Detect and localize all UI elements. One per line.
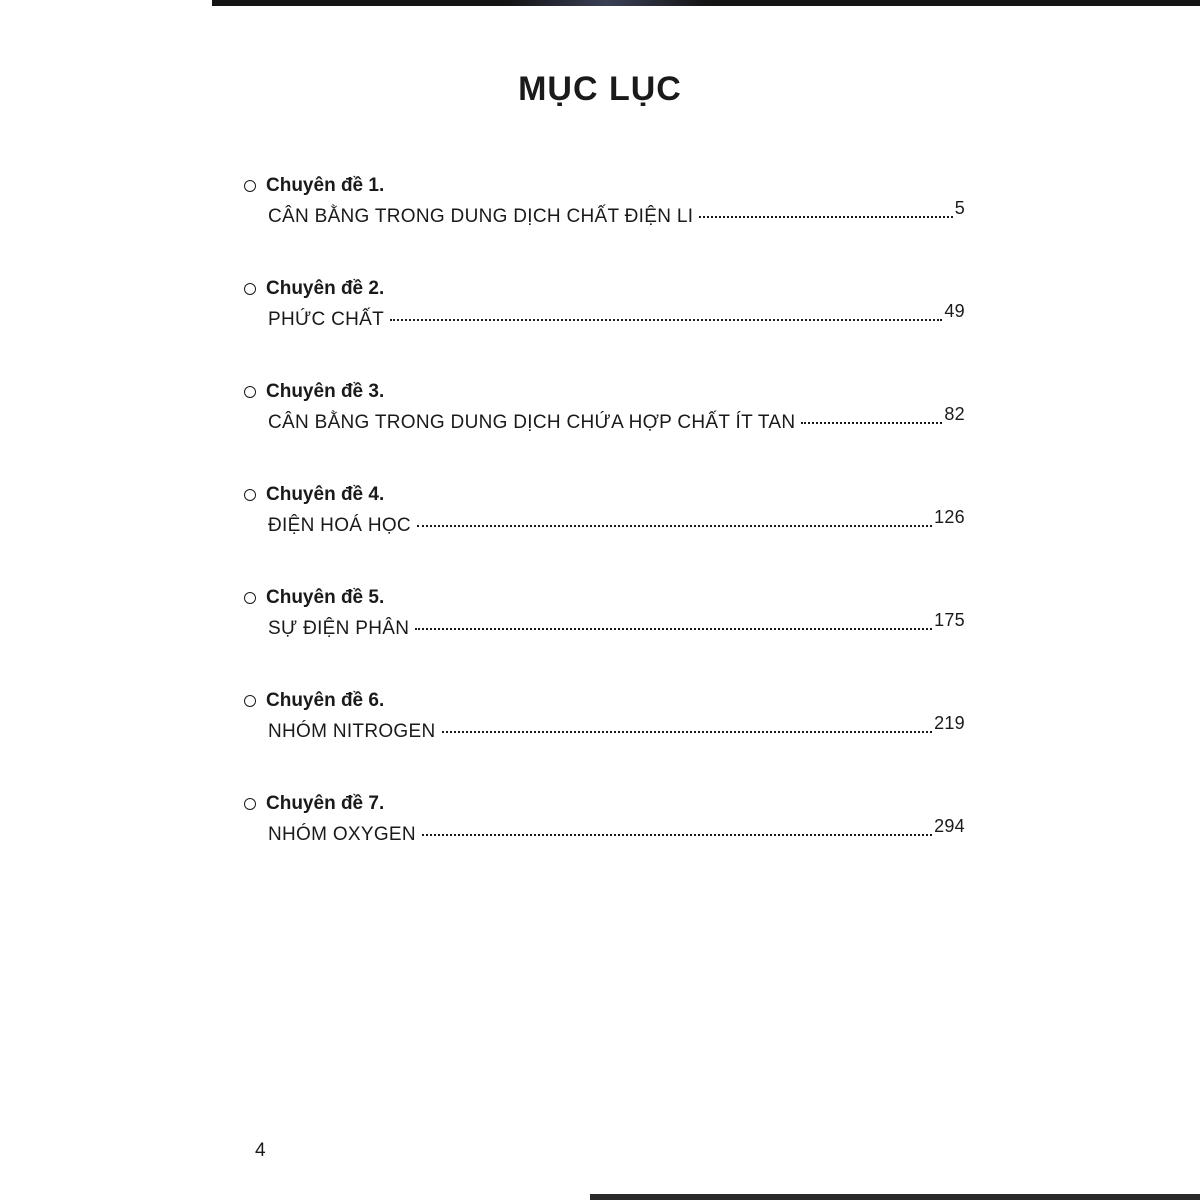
chapter-heading — [240, 582, 965, 614]
chapter-label: Chuyên đề 5. — [266, 587, 385, 608]
chapter-heading — [240, 170, 965, 202]
chapter-page: 49 — [944, 301, 965, 321]
toc-entry-1[interactable] — [240, 170, 965, 273]
toc-entry-7[interactable] — [240, 788, 965, 891]
top-edge-bar — [212, 0, 1200, 6]
circle-bullet-icon — [244, 386, 256, 398]
dot-leader — [422, 834, 932, 836]
circle-bullet-icon — [244, 592, 256, 604]
toc-entry-5[interactable] — [240, 582, 965, 685]
table-of-contents — [240, 170, 965, 891]
chapter-name: PHỨC CHẤT — [268, 309, 385, 330]
dot-leader — [390, 319, 942, 321]
chapter-page: 294 — [934, 816, 965, 836]
chapter-heading — [240, 685, 965, 717]
dot-leader — [801, 422, 942, 424]
chapter-heading — [240, 479, 965, 511]
toc-line — [240, 198, 965, 240]
chapter-label: Chuyên đề 6. — [266, 690, 385, 711]
dot-leader — [699, 216, 952, 218]
chapter-heading — [240, 788, 965, 820]
circle-bullet-icon — [244, 283, 256, 295]
toc-entry-3[interactable] — [240, 376, 965, 479]
toc-line — [240, 816, 965, 858]
chapter-heading — [240, 376, 965, 408]
toc-line — [240, 713, 965, 755]
circle-bullet-icon — [244, 489, 256, 501]
dot-leader — [417, 525, 932, 527]
toc-line — [240, 507, 965, 549]
toc-line — [240, 301, 965, 343]
circle-bullet-icon — [244, 798, 256, 810]
circle-bullet-icon — [244, 695, 256, 707]
chapter-page: 219 — [934, 713, 965, 733]
toc-entry-6[interactable] — [240, 685, 965, 788]
chapter-name: SỰ ĐIỆN PHÂN — [268, 618, 410, 639]
chapter-heading — [240, 273, 965, 305]
toc-entry-2[interactable] — [240, 273, 965, 376]
page-number: 4 — [255, 1140, 266, 1161]
chapter-name: NHÓM OXYGEN — [268, 824, 416, 845]
dot-leader — [442, 731, 933, 733]
chapter-label: Chuyên đề 7. — [266, 793, 385, 814]
circle-bullet-icon — [244, 180, 256, 192]
bottom-edge-bar — [590, 1194, 1200, 1200]
chapter-name: NHÓM NITROGEN — [268, 721, 436, 742]
chapter-page: 126 — [934, 507, 965, 527]
chapter-page: 5 — [954, 198, 965, 218]
chapter-name: CÂN BẰNG TRONG DUNG DỊCH CHỨA HỢP CHẤT ÍT TAN — [268, 412, 796, 433]
chapter-name: CÂN BẰNG TRONG DUNG DỊCH CHẤT ĐIỆN LI — [268, 206, 694, 227]
toc-line — [240, 404, 965, 446]
page-title: MỤC LỤC — [518, 70, 682, 108]
chapter-name: ĐIỆN HOÁ HỌC — [268, 515, 411, 536]
chapter-label: Chuyên đề 2. — [266, 278, 385, 299]
toc-entry-4[interactable] — [240, 479, 965, 582]
toc-line — [240, 610, 965, 652]
chapter-page: 175 — [934, 610, 965, 630]
chapter-page: 82 — [944, 404, 965, 424]
dot-leader — [415, 628, 932, 630]
chapter-label: Chuyên đề 4. — [266, 484, 385, 505]
chapter-label: Chuyên đề 1. — [266, 175, 385, 196]
chapter-label: Chuyên đề 3. — [266, 381, 385, 402]
